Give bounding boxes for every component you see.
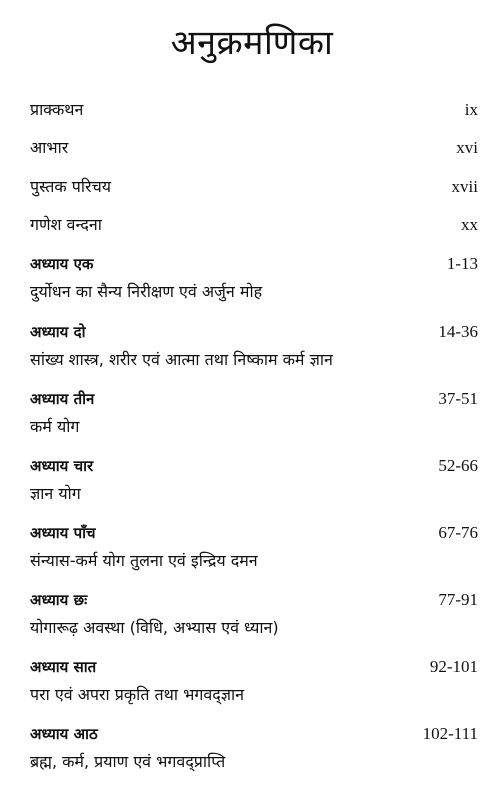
toc-entry-page: xvii [451,177,478,196]
chapter-heading: अध्याय पाँच [30,524,96,542]
toc-entry [30,175,478,197]
chapter-row [30,657,478,677]
toc-entry-page: xx [461,215,478,234]
chapter-row [30,523,478,543]
toc-entry [30,213,478,235]
toc-entry [30,98,478,120]
chapter-subtitle: दुर्योधन का सैन्य निरीक्षण एवं अर्जुन मोह [30,282,263,301]
chapter-pages: 102-111 [422,724,478,743]
chapter-row [30,322,478,342]
chapter-heading: अध्याय दो [30,323,86,341]
chapter-subtitle: परा एवं अपरा प्रकृति तथा भगवद्ज्ञान [30,685,245,704]
chapter-subtitle: ब्रह्म, कर्म, प्रयाण एवं भगवद्प्राप्ति [30,752,226,771]
chapter-row [30,254,478,274]
chapter-pages: 52-66 [438,456,478,475]
chapter-subtitle: संन्यास-कर्म योग तुलना एवं इन्द्रिय दमन [30,551,258,570]
chapter-pages: 14-36 [438,322,478,341]
toc-entry-label: प्राक्कथन [30,100,84,119]
chapter-row [30,456,478,476]
page-title: अनुक्रमणिका [170,23,334,63]
chapter-heading: अध्याय छः [30,591,88,609]
chapter-pages: 67-76 [438,523,478,542]
chapter-subtitle: योगारूढ़ अवस्था (विधि, अभ्यास एवं ध्यान) [30,618,279,637]
toc-entry-page: ix [464,100,478,119]
toc-entry [30,136,478,158]
chapter-pages: 37-51 [438,389,478,408]
chapter-pages: 1-13 [446,254,478,273]
toc-entry-page: xvi [456,138,478,157]
chapter-row [30,724,478,744]
chapter-heading: अध्याय तीन [30,390,95,408]
chapter-heading: अध्याय सात [30,658,97,676]
chapter-row [30,389,478,409]
chapter-subtitle: कर्म योग [30,417,80,436]
chapter-heading: अध्याय चार [30,457,94,475]
toc-entry-label: पुस्तक परिचय [30,177,112,196]
chapter-row [30,590,478,610]
toc-entry-label: आभार [30,138,69,157]
toc-entry-label: गणेश वन्दना [30,215,102,234]
chapter-pages: 77-91 [438,590,478,609]
chapter-heading: अध्याय एक [30,255,94,273]
chapter-subtitle: ज्ञान योग [30,484,81,503]
chapter-subtitle: सांख्य शास्त्र, शरीर एवं आत्मा तथा निष्काम कर्म ज्ञान [30,350,333,369]
chapter-pages: 92-101 [429,657,478,676]
chapter-heading: अध्याय आठ [30,725,98,743]
